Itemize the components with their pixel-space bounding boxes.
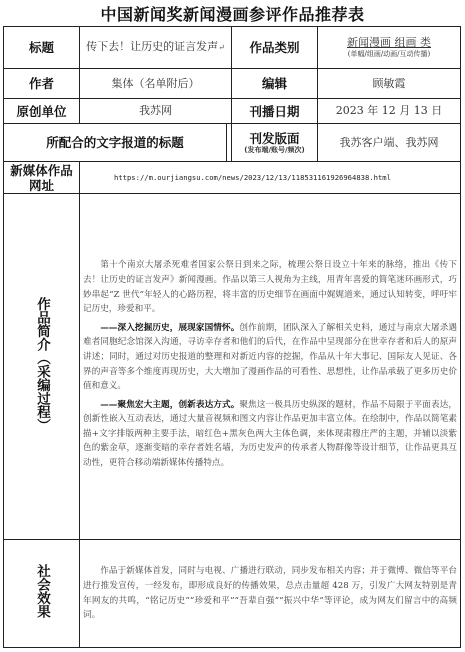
intro-para-2-body: 创作前期，团队深入了解相关史料，通过与南京大屠杀遇难者同胞纪念馆深入沟通，寻访幸存者和他们的后代，在作品中呈现部分在世幸存者和后人的原声讲述；同时，通过对历史报道的整理和对新近内容的挖掘，作品从十年大事记、国际友人见证、各界的声音等多个维度再现历史，大大增加了漫画作品的可看性、思想性，让作品承载了更多历史价值和意义。 (83, 322, 458, 392)
page-label-cell (232, 124, 318, 162)
date-label: 刊播日期 (232, 99, 318, 124)
author-value: 集体（名单附后） (80, 69, 232, 99)
author-label: 作者 (4, 69, 80, 99)
impact-label-cell (4, 540, 80, 648)
form-title: 中国新闻奖新闻漫画参评作品推荐表 (100, 5, 365, 24)
form-row-related (4, 124, 461, 162)
intro-label: 作品简介（采编过程） (34, 296, 50, 432)
title-label: 标题 (4, 27, 80, 69)
intro-para-3-head: ——聚焦宏大主题，创新表达方式。 (100, 399, 240, 410)
intro-content (80, 194, 461, 540)
unit-label: 原创单位 (4, 99, 80, 124)
intro-para-1: 第十个南京大屠杀死难者国家公祭日到来之际，梳理公祭日设立十年来的脉络，推出《传下去！让历史的证言发声》新闻漫画。作品以第三人视角为主线，用青年喜爱的简笔迷环画形式，巧妙串起“Z 世代”年轻人的心路历程，将丰富的历史细节在画面中娓娓道来，通过认知转变，呼吁牢记历史，珍爱和平。 (83, 260, 458, 315)
intro-para-3 (83, 398, 457, 471)
page-label: 刊发版面 (249, 130, 300, 146)
recommendation-form (3, 26, 461, 648)
form-row-media (4, 162, 461, 194)
title-value: 传下去！让历史的证言发声 (86, 40, 219, 53)
impact-content (80, 540, 461, 648)
editor-label: 编辑 (232, 69, 318, 99)
form-row-author (4, 69, 461, 99)
impact-text: 作品于新媒体首发，同时与电视、广播进行联动，同步发布相关内容；并于微博、微信等平台进行推发宣传，一经发布，即形成良好的传播效果，总点击量超 428 万，引发广大网友特别是青年网友的共鸣，“铭记历史”“珍爱和平”“吾辈自强”“振兴中华”等评论，成为网友们留言中的高频词。 (83, 566, 458, 621)
page-note: (发布端/账号/频次) (244, 145, 305, 154)
category-value-cell (318, 27, 461, 69)
unit-value: 我苏网 (80, 99, 232, 124)
media-label: 新媒体作品网址 (4, 162, 80, 194)
related-label: 所配合的文字报道的标题 (4, 124, 227, 162)
category-note: (单幅/组画/动画/互动传播) (347, 50, 431, 58)
date-value: 2023 年 12 月 13 日 (318, 99, 461, 124)
intro-para-2-head: ——深入挖掘历史，展现家国情怀。 (100, 322, 240, 333)
intro-para-3-body: 聚焦这一极具历史纵深的题材，作品不局限于平面表达，创新性嵌入互动表达，通过大量音视频和图文内容让作品更加丰富立体。在绘制中，作品以简笔素描+文字排版两种主要手法，暗红色+黑灰色两大主体色调，来体现肃穆庄严的主题，并辅以淡紫色的紫金草，逐渐变暗的幸存者姓名墙，为历史发声的传承者人物群像等设计细节，让作品更具互动性，更符合移动端新媒体传播特点。 (83, 399, 458, 469)
form-row-unit (4, 99, 461, 124)
category-value: 新闻漫画 组画 类 (347, 36, 432, 49)
category-label: 作品类别 (232, 27, 318, 69)
media-url: https://m.ourjiangsu.com/news/2023/12/13/118531161926964838.html (80, 162, 461, 194)
page-value: 我苏客户端、我苏网 (318, 124, 461, 162)
editor-value: 顾敏霞 (318, 69, 461, 99)
form-row-intro (4, 194, 461, 540)
intro-para-2 (83, 321, 457, 394)
intro-label-cell (4, 194, 80, 540)
title-value-cell: 传下去！让历史的证言发声↵ (80, 27, 232, 69)
form-row-impact (4, 540, 461, 648)
form-row-title (4, 27, 461, 69)
impact-label: 社会效果 (34, 564, 50, 618)
